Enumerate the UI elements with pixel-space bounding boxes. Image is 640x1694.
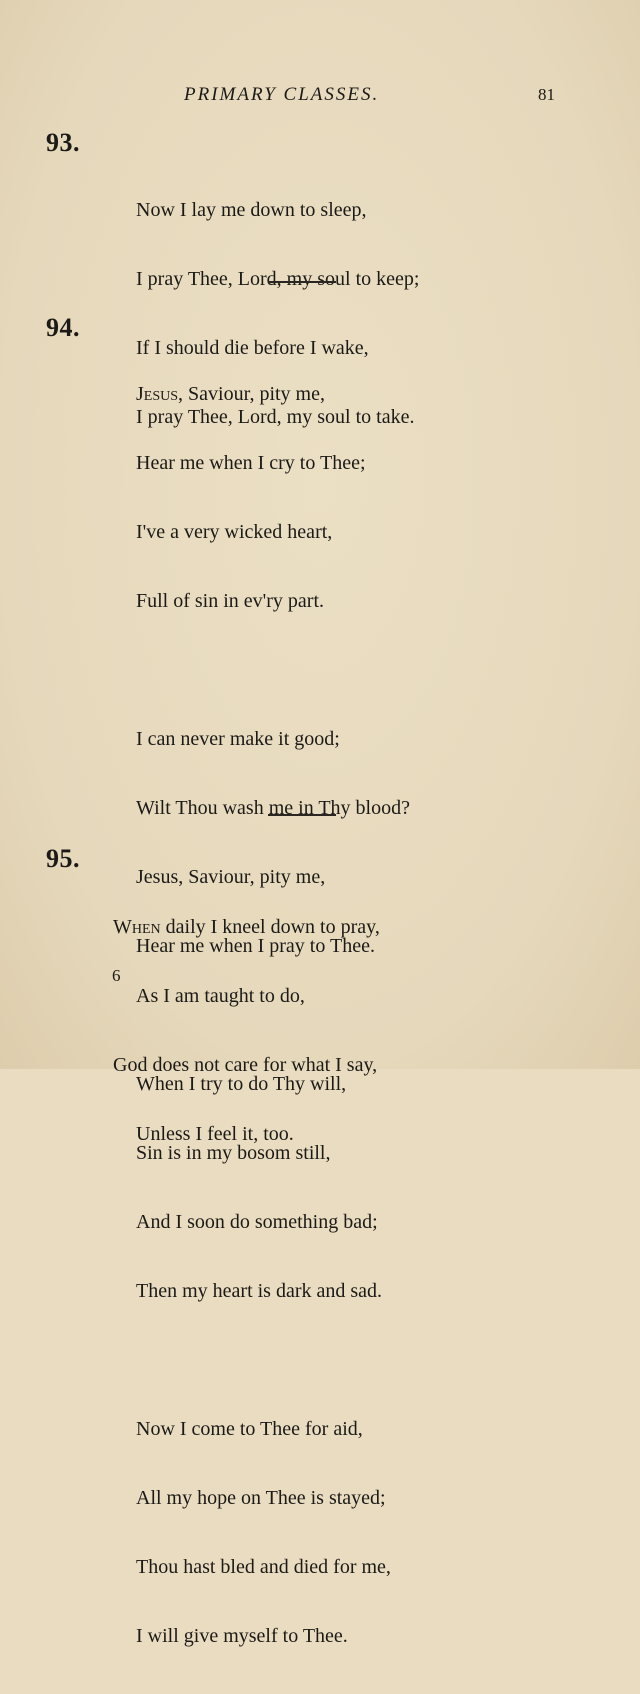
verse-line: As I am taught to do, bbox=[136, 985, 305, 1007]
verse-line bbox=[136, 383, 410, 406]
verse-line: I can never make it good; bbox=[136, 728, 340, 750]
verse-line: Full of sin in ev'ry part. bbox=[136, 590, 325, 612]
verse-line: Hear me when I pray to Thee. bbox=[136, 935, 375, 957]
verse-line: Now I come to Thee for aid, bbox=[136, 1418, 363, 1440]
verse-line: Thou hast bled and died for me, bbox=[136, 1556, 391, 1578]
signature-mark: 6 bbox=[112, 966, 121, 985]
verse-line-rest: daily I kneel down to pray, bbox=[160, 916, 380, 938]
verse-line: Wilt Thou wash me in Thy blood? bbox=[136, 797, 410, 819]
hymn-number-94: 94. bbox=[46, 313, 80, 342]
hymn-number-95: 95. bbox=[46, 844, 80, 873]
verse-line: Jesus, Saviour, pity me, bbox=[136, 866, 326, 888]
initial-word: When bbox=[113, 916, 161, 938]
page-number: 81 bbox=[538, 85, 555, 104]
verse-line: Sin is in my bosom still, bbox=[136, 1142, 331, 1164]
verse-line: If I should die before I wake, bbox=[136, 337, 369, 359]
hymn-95-verse bbox=[113, 870, 380, 1192]
verse-line: God does not care for what I say, bbox=[113, 1054, 378, 1076]
verse-line: Then my heart is dark and sad. bbox=[136, 1280, 383, 1302]
verse-line: I pray Thee, Lord, my soul to keep; bbox=[136, 268, 420, 290]
verse-line bbox=[113, 916, 380, 939]
section-divider bbox=[268, 814, 336, 816]
verse-line-rest: , Saviour, pity me, bbox=[178, 383, 325, 405]
verse-line: I will give myself to Thee. bbox=[136, 1625, 348, 1647]
verse-line: Unless I feel it, too. bbox=[136, 1123, 294, 1145]
verse-line: Now I lay me down to sleep, bbox=[136, 199, 367, 221]
running-head-title: PRIMARY CLASSES. bbox=[184, 84, 380, 105]
verse-line: And I soon do something bad; bbox=[136, 1211, 378, 1233]
section-divider bbox=[268, 281, 336, 283]
verse-line: I've a very wicked heart, bbox=[136, 521, 333, 543]
verse-line: All my hope on Thee is stayed; bbox=[136, 1487, 386, 1509]
verse-line: When I try to do Thy will, bbox=[136, 1073, 347, 1095]
verse-line: Hear me when I cry to Thee; bbox=[136, 452, 366, 474]
hymn-number-93: 93. bbox=[46, 128, 80, 157]
initial-word: Jesus bbox=[136, 383, 179, 405]
verse-line: I pray Thee, Lord, my soul to take. bbox=[136, 406, 415, 428]
